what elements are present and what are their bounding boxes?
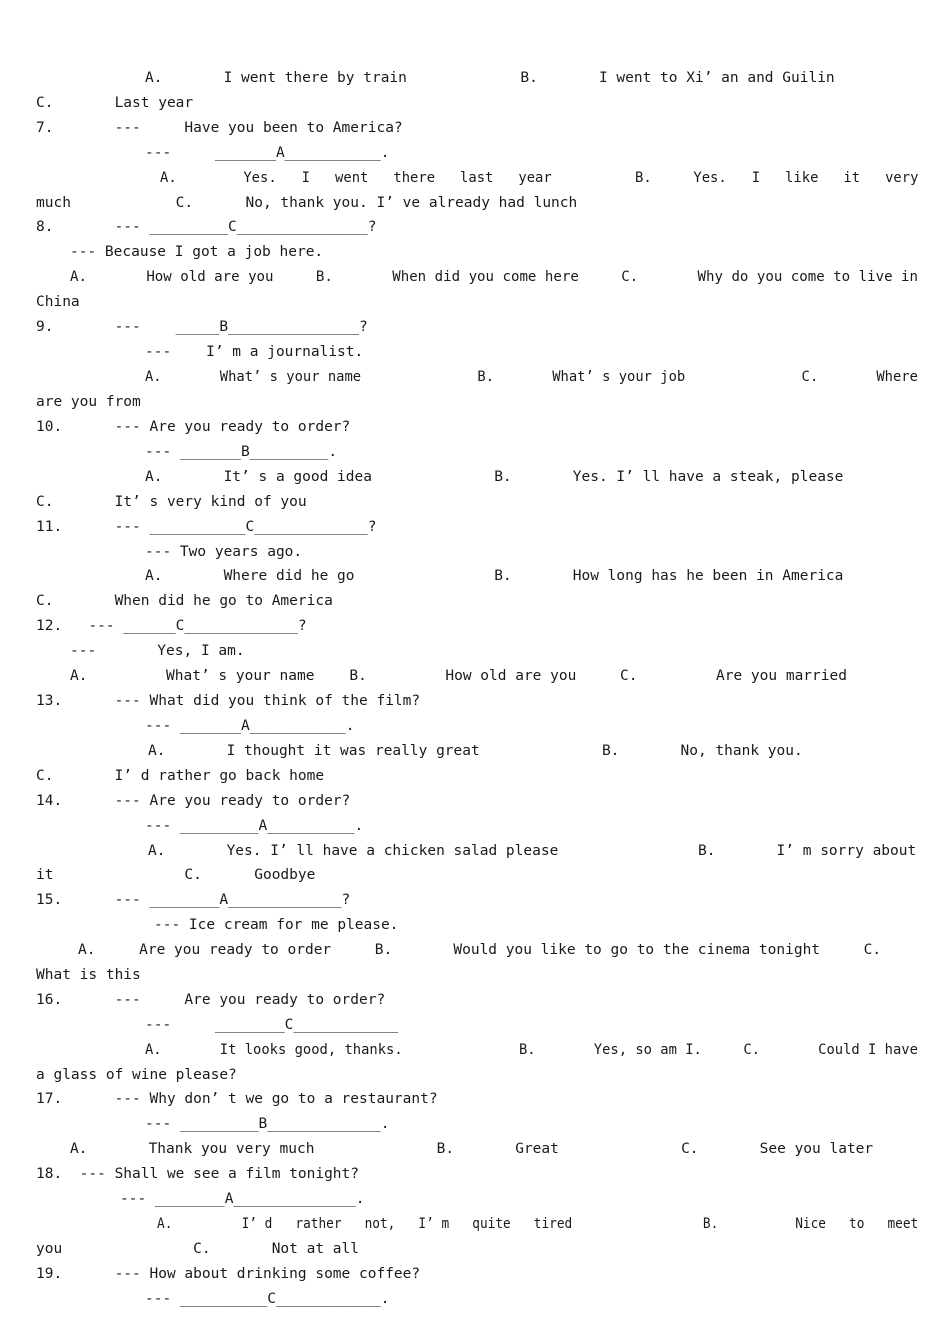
text-line: --- _______A___________. xyxy=(145,718,355,734)
text-line: 11. --- ___________C_____________? xyxy=(36,519,377,535)
text-line: A. It’ s a good idea B. Yes. I’ ll have a steak, please xyxy=(145,469,844,485)
text-line: C. Last year xyxy=(36,95,194,111)
text-line: A. What’ s your name B. How old are you C. Are you married xyxy=(70,668,847,684)
text-line: --- ________C____________ xyxy=(145,1017,399,1033)
text-line: --- Because I got a job here. xyxy=(70,244,324,260)
text-line: you C. Not at all xyxy=(36,1241,360,1257)
text-line: 16. --- Are you ready to order? xyxy=(36,992,386,1008)
text-line: A. Where did he go B. How long has he been in America xyxy=(145,568,844,584)
text-line: --- _______B_________. xyxy=(145,444,338,460)
text-line: A. Thank you very much B. Great C. See you later xyxy=(70,1141,874,1157)
text-line: 8. --- _________C_______________? xyxy=(36,219,377,235)
text-line: --- Ice cream for me please. xyxy=(154,917,399,933)
text-line: A. Are you ready to order B. Would you like to go to the cinema tonight C. xyxy=(78,942,882,958)
text-line: A. It looks good, thanks. B. Yes, so am I. C. Could I have xyxy=(145,1042,918,1058)
text-line: 15. --- ________A_____________? xyxy=(36,892,351,908)
text-line: 18. --- Shall we see a film tonight? xyxy=(36,1166,360,1182)
text-line: --- ________A______________. xyxy=(120,1191,365,1207)
text-line: 10. --- Are you ready to order? xyxy=(36,419,351,435)
text-line: --- Two years ago. xyxy=(145,544,303,560)
text-line: 14. --- Are you ready to order? xyxy=(36,793,351,809)
text-line: A. How old are you B. When did you come here C. Why do you come to live in xyxy=(70,269,919,285)
text-line: --- __________C____________. xyxy=(145,1291,390,1307)
text-line: A. Yes. I went there last year B. Yes. I like it very xyxy=(160,170,919,186)
text-line: 17. --- Why don’ t we go to a restaurant? xyxy=(36,1091,438,1107)
text-line: --- _________A__________. xyxy=(145,818,364,834)
text-line: --- Yes, I am. xyxy=(70,643,245,659)
text-line: C. When did he go to America xyxy=(36,593,333,609)
text-line: a glass of wine please? xyxy=(36,1067,237,1083)
text-line: C. I’ d rather go back home xyxy=(36,768,325,784)
text-line: much C. No, thank you. I’ ve already had lunch xyxy=(36,195,578,211)
text-line: A. I went there by train B. I went to Xi’ an and Guilin xyxy=(145,70,835,86)
text-line: 19. --- How about drinking some coffee? xyxy=(36,1266,421,1282)
text-line: --- _______A___________. xyxy=(145,145,390,161)
text-line: A. Yes. I’ ll have a chicken salad please B. I’ m sorry about xyxy=(148,843,917,859)
text-line: A. I’ d rather not, I’ m quite tired B. Nice to meet xyxy=(157,1216,919,1232)
text-line: 7. --- Have you been to America? xyxy=(36,120,403,136)
text-line: --- _________B_____________. xyxy=(145,1116,390,1132)
text-line: 13. --- What did you think of the film? xyxy=(36,693,421,709)
text-line: China xyxy=(36,294,80,310)
text-line: it C. Goodbye xyxy=(36,867,316,883)
text-line: are you from xyxy=(36,394,141,410)
text-line: 12. --- ______C_____________? xyxy=(36,618,307,634)
text-line: C. It’ s very kind of you xyxy=(36,494,307,510)
text-line: --- I’ m a journalist. xyxy=(145,344,364,360)
text-line: A. I thought it was really great B. No, thank you. xyxy=(148,743,803,759)
text-line: 9. --- _____B_______________? xyxy=(36,319,368,335)
text-line: A. What’ s your name B. What’ s your job C. Where xyxy=(145,369,918,385)
text-line: What is this xyxy=(36,967,141,983)
